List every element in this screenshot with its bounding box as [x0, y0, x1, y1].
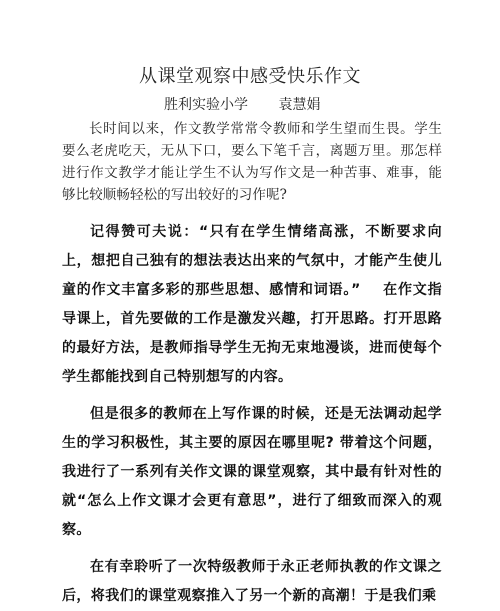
quote-text: 记得赞可夫说：“只有在学生情绪高涨，不断要求向上，想把自己独有的想法表达出来的气氛中，才能产生使儿童的作文丰富多彩的那些思想、感情和词语。”	[62, 224, 442, 298]
document-body	[62, 118, 442, 611]
paragraph-guidance: 在作文指导课上，首先要做的工作是激发兴趣，打开思路。打开思路的最好方法，是教师指导学生无拘无束地漫谈，进而使每个学生都能找到自己特别想写的内容。	[62, 282, 442, 385]
byline-author: 袁慧娟	[278, 97, 321, 113]
byline	[164, 94, 320, 114]
paragraph-observation: 在有幸聆听了一次特级教师于永正老师执教的作文课之后，将我们的课堂观察推入了另一个新的高潮！于是我们乘	[62, 559, 442, 604]
paragraph-question: 但是很多的教师在上写作课的时候，还是无法调动起学生的学习积极性，其主要的原因在哪里呢? 带着这个问题，我进行了一系列有关作文课的课堂观察，其中最有针对性的就“怎么上作文课才会更有意思”，进行了细致而深入的观察。	[62, 406, 442, 538]
byline-school: 胜利实验小学	[164, 97, 248, 113]
paragraph-intro: 长时间以来，作文教学常常令教师和学生望而生畏。学生要么老虎吃天，无从下口，要么下笔千言，离题万里。那怎样进行作文教学才能让学生不认为写作文是一种苦事、难事，能够比较顺畅轻松的写出较好的习作呢?	[62, 121, 442, 203]
paragraph-quote	[62, 218, 442, 392]
document-title: 从课堂观察中感受快乐作文	[139, 66, 361, 87]
